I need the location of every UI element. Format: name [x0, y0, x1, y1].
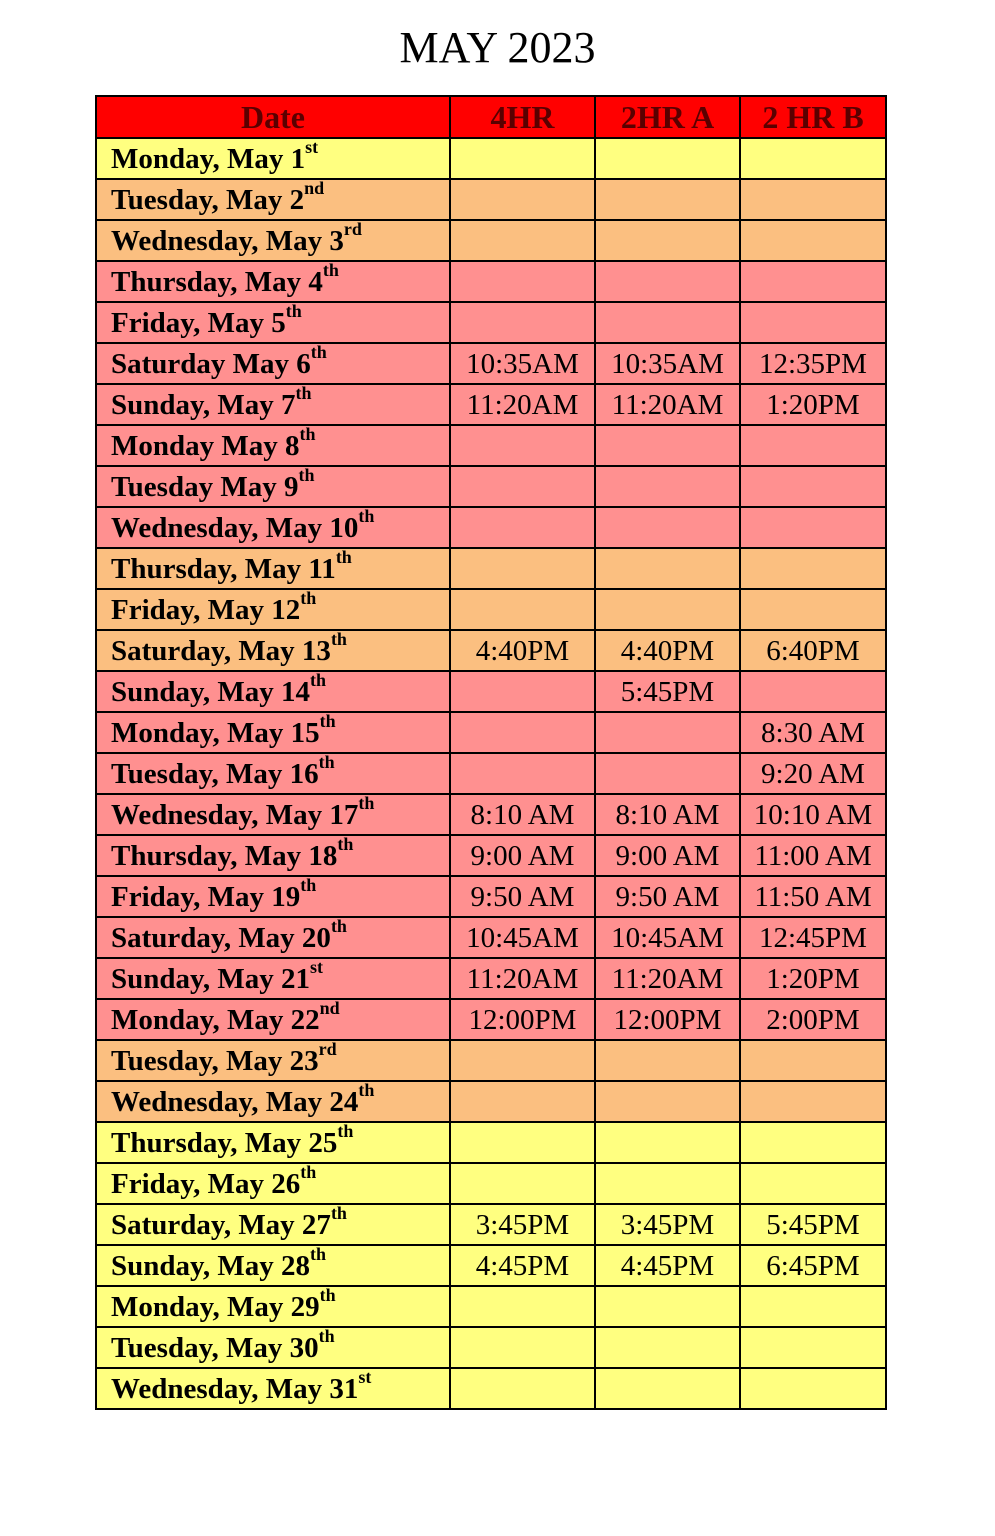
date-cell	[96, 589, 450, 630]
table-row	[96, 589, 886, 630]
date-label: Tuesday May 9	[111, 470, 299, 503]
table-row	[96, 999, 886, 1040]
table-row	[96, 712, 886, 753]
time-2hr-b-cell	[740, 671, 886, 712]
date-ordinal-suffix: th	[295, 384, 312, 403]
time-4hr-cell	[450, 1327, 595, 1368]
time-2hr-a-cell	[595, 220, 740, 261]
time-2hr-b-cell	[740, 548, 886, 589]
date-ordinal-suffix: th	[319, 712, 336, 731]
date-label: Friday, May 26	[111, 1167, 301, 1200]
date-cell	[96, 548, 450, 589]
date-cell	[96, 1163, 450, 1204]
time-2hr-b-cell: 1:20PM	[740, 958, 886, 999]
table-row	[96, 671, 886, 712]
time-4hr-cell: 4:45PM	[450, 1245, 595, 1286]
time-2hr-a-cell	[595, 1163, 740, 1204]
date-label: Wednesday, May 17	[111, 798, 359, 831]
time-2hr-b-cell	[740, 466, 886, 507]
time-4hr-cell	[450, 1368, 595, 1409]
date-cell	[96, 1204, 450, 1245]
date-label: Sunday, May 14	[111, 675, 311, 708]
time-2hr-b-cell: 5:45PM	[740, 1204, 886, 1245]
time-4hr-cell: 4:40PM	[450, 630, 595, 671]
table-row	[96, 138, 886, 179]
date-label: Saturday, May 13	[111, 634, 331, 667]
table-row	[96, 466, 886, 507]
column-header-date: Date	[96, 96, 450, 138]
time-4hr-cell: 8:10 AM	[450, 794, 595, 835]
date-ordinal-suffix: nd	[319, 999, 340, 1018]
time-2hr-b-cell	[740, 1081, 886, 1122]
time-2hr-a-cell	[595, 1286, 740, 1327]
time-2hr-b-cell	[740, 589, 886, 630]
date-ordinal-suffix: th	[318, 753, 335, 772]
date-label: Monday, May 1	[111, 142, 306, 175]
date-ordinal-suffix: th	[310, 343, 327, 362]
date-label: Wednesday, May 31	[111, 1372, 359, 1405]
schedule-table	[95, 95, 887, 1410]
column-header-2hr-b: 2 HR B	[740, 96, 886, 138]
time-2hr-a-cell	[595, 1327, 740, 1368]
time-2hr-a-cell: 9:50 AM	[595, 876, 740, 917]
date-ordinal-suffix: th	[358, 507, 375, 526]
time-4hr-cell	[450, 1163, 595, 1204]
time-2hr-b-cell: 10:10 AM	[740, 794, 886, 835]
date-cell	[96, 1040, 450, 1081]
date-cell	[96, 425, 450, 466]
table-row	[96, 261, 886, 302]
date-ordinal-suffix: st	[358, 1368, 372, 1387]
date-ordinal-suffix: th	[335, 548, 352, 567]
date-ordinal-suffix: th	[330, 917, 347, 936]
time-2hr-b-cell: 2:00PM	[740, 999, 886, 1040]
date-cell	[96, 138, 450, 179]
time-4hr-cell: 9:50 AM	[450, 876, 595, 917]
time-2hr-b-cell: 12:35PM	[740, 343, 886, 384]
date-label: Monday, May 29	[111, 1290, 320, 1323]
time-2hr-b-cell	[740, 1040, 886, 1081]
table-row	[96, 302, 886, 343]
date-ordinal-suffix: th	[310, 1245, 327, 1264]
time-4hr-cell	[450, 712, 595, 753]
page-title: MAY 2023	[399, 23, 596, 72]
date-ordinal-suffix: th	[358, 1081, 375, 1100]
time-2hr-b-cell: 11:00 AM	[740, 835, 886, 876]
table-row	[96, 753, 886, 794]
time-4hr-cell	[450, 507, 595, 548]
time-2hr-a-cell: 11:20AM	[595, 384, 740, 425]
date-label: Thursday, May 4	[111, 265, 323, 298]
time-2hr-b-cell	[740, 1327, 886, 1368]
date-cell	[96, 384, 450, 425]
column-header-4hr: 4HR	[450, 96, 595, 138]
time-2hr-b-cell: 6:45PM	[740, 1245, 886, 1286]
date-cell	[96, 507, 450, 548]
table-row	[96, 425, 886, 466]
time-4hr-cell	[450, 548, 595, 589]
date-cell	[96, 1368, 450, 1409]
table-row	[96, 876, 886, 917]
date-cell	[96, 343, 450, 384]
table-row	[96, 1163, 886, 1204]
date-ordinal-suffix: th	[337, 835, 354, 854]
table-row	[96, 1081, 886, 1122]
date-ordinal-suffix: th	[300, 1163, 317, 1182]
time-2hr-a-cell: 4:40PM	[595, 630, 740, 671]
date-ordinal-suffix: th	[298, 466, 315, 485]
time-2hr-a-cell	[595, 466, 740, 507]
time-4hr-cell	[450, 466, 595, 507]
time-2hr-a-cell	[595, 1368, 740, 1409]
time-2hr-a-cell: 8:10 AM	[595, 794, 740, 835]
date-cell	[96, 876, 450, 917]
date-label: Thursday, May 25	[111, 1126, 338, 1159]
date-cell	[96, 1327, 450, 1368]
date-label: Sunday, May 7	[111, 388, 296, 421]
date-cell	[96, 179, 450, 220]
time-2hr-a-cell: 5:45PM	[595, 671, 740, 712]
date-label: Tuesday, May 23	[111, 1044, 319, 1077]
time-4hr-cell: 10:35AM	[450, 343, 595, 384]
time-2hr-b-cell: 1:20PM	[740, 384, 886, 425]
date-cell	[96, 1081, 450, 1122]
date-ordinal-suffix: th	[299, 425, 316, 444]
table-row	[96, 958, 886, 999]
time-2hr-a-cell: 9:00 AM	[595, 835, 740, 876]
date-label: Wednesday, May 10	[111, 511, 359, 544]
table-row	[96, 1327, 886, 1368]
time-4hr-cell	[450, 589, 595, 630]
date-ordinal-suffix: rd	[318, 1040, 337, 1059]
date-ordinal-suffix: th	[319, 1286, 336, 1305]
time-4hr-cell	[450, 261, 595, 302]
time-2hr-b-cell: 12:45PM	[740, 917, 886, 958]
time-4hr-cell: 9:00 AM	[450, 835, 595, 876]
date-label: Thursday, May 11	[111, 552, 336, 585]
time-4hr-cell	[450, 302, 595, 343]
time-2hr-a-cell: 12:00PM	[595, 999, 740, 1040]
time-2hr-a-cell: 10:35AM	[595, 343, 740, 384]
date-label: Tuesday, May 30	[111, 1331, 319, 1364]
table-row	[96, 794, 886, 835]
date-cell	[96, 220, 450, 261]
time-4hr-cell: 11:20AM	[450, 384, 595, 425]
time-2hr-b-cell	[740, 220, 886, 261]
date-ordinal-suffix: th	[318, 1327, 335, 1346]
table-row	[96, 1286, 886, 1327]
table-row	[96, 507, 886, 548]
table-row	[96, 179, 886, 220]
time-2hr-a-cell: 10:45AM	[595, 917, 740, 958]
date-cell	[96, 753, 450, 794]
time-4hr-cell	[450, 1286, 595, 1327]
time-4hr-cell: 12:00PM	[450, 999, 595, 1040]
date-ordinal-suffix: th	[337, 1122, 354, 1141]
table-row	[96, 384, 886, 425]
time-2hr-a-cell: 4:45PM	[595, 1245, 740, 1286]
time-2hr-b-cell	[740, 1286, 886, 1327]
date-ordinal-suffix: th	[322, 261, 339, 280]
date-label: Friday, May 19	[111, 880, 301, 913]
date-cell	[96, 835, 450, 876]
date-label: Sunday, May 21	[111, 962, 311, 995]
date-label: Tuesday, May 16	[111, 757, 319, 790]
date-label: Monday, May 22	[111, 1003, 320, 1036]
date-cell	[96, 671, 450, 712]
date-cell	[96, 1122, 450, 1163]
table-row	[96, 1368, 886, 1409]
time-2hr-a-cell	[595, 1081, 740, 1122]
date-label: Sunday, May 28	[111, 1249, 311, 1282]
time-2hr-b-cell: 11:50 AM	[740, 876, 886, 917]
date-cell	[96, 1286, 450, 1327]
time-2hr-a-cell	[595, 1122, 740, 1163]
date-ordinal-suffix: th	[285, 302, 302, 321]
table-row	[96, 917, 886, 958]
time-2hr-b-cell	[740, 1122, 886, 1163]
time-4hr-cell: 11:20AM	[450, 958, 595, 999]
date-label: Saturday May 6	[111, 347, 311, 380]
date-label: Tuesday, May 2	[111, 183, 305, 216]
time-4hr-cell: 10:45AM	[450, 917, 595, 958]
time-4hr-cell	[450, 671, 595, 712]
time-2hr-a-cell: 11:20AM	[595, 958, 740, 999]
time-2hr-b-cell	[740, 261, 886, 302]
date-label: Saturday, May 20	[111, 921, 331, 954]
date-ordinal-suffix: st	[310, 958, 324, 977]
time-2hr-b-cell	[740, 1368, 886, 1409]
time-2hr-a-cell	[595, 138, 740, 179]
time-2hr-a-cell	[595, 425, 740, 466]
time-2hr-a-cell	[595, 753, 740, 794]
table-row	[96, 1245, 886, 1286]
date-cell	[96, 958, 450, 999]
schedule-body	[96, 138, 886, 1409]
date-label: Friday, May 5	[111, 306, 286, 339]
time-2hr-a-cell	[595, 302, 740, 343]
time-4hr-cell	[450, 753, 595, 794]
date-cell	[96, 1245, 450, 1286]
date-cell	[96, 794, 450, 835]
date-ordinal-suffix: nd	[304, 179, 325, 198]
date-cell	[96, 917, 450, 958]
date-ordinal-suffix: rd	[343, 220, 362, 239]
time-2hr-b-cell	[740, 425, 886, 466]
time-4hr-cell: 3:45PM	[450, 1204, 595, 1245]
date-label: Thursday, May 18	[111, 839, 338, 872]
time-4hr-cell	[450, 138, 595, 179]
time-2hr-a-cell	[595, 179, 740, 220]
date-ordinal-suffix: th	[358, 794, 375, 813]
time-2hr-b-cell: 8:30 AM	[740, 712, 886, 753]
time-2hr-b-cell	[740, 138, 886, 179]
table-row	[96, 548, 886, 589]
date-cell	[96, 712, 450, 753]
time-2hr-a-cell	[595, 589, 740, 630]
date-ordinal-suffix: th	[300, 876, 317, 895]
time-2hr-a-cell	[595, 548, 740, 589]
time-4hr-cell	[450, 1040, 595, 1081]
time-2hr-a-cell	[595, 261, 740, 302]
date-label: Wednesday, May 3	[111, 224, 344, 257]
date-cell	[96, 630, 450, 671]
date-ordinal-suffix: st	[305, 138, 319, 157]
time-2hr-b-cell	[740, 179, 886, 220]
table-row	[96, 220, 886, 261]
time-4hr-cell	[450, 425, 595, 466]
date-cell	[96, 466, 450, 507]
time-2hr-a-cell	[595, 507, 740, 548]
date-cell	[96, 999, 450, 1040]
column-header-2hr-a: 2HR A	[595, 96, 740, 138]
time-2hr-a-cell	[595, 1040, 740, 1081]
time-2hr-b-cell: 9:20 AM	[740, 753, 886, 794]
table-row	[96, 1204, 886, 1245]
date-label: Wednesday, May 24	[111, 1085, 359, 1118]
date-ordinal-suffix: th	[330, 1204, 347, 1223]
date-ordinal-suffix: th	[330, 630, 347, 649]
time-2hr-b-cell	[740, 1163, 886, 1204]
date-cell	[96, 302, 450, 343]
table-row	[96, 1040, 886, 1081]
time-4hr-cell	[450, 1081, 595, 1122]
date-label: Friday, May 12	[111, 593, 301, 626]
time-4hr-cell	[450, 1122, 595, 1163]
time-4hr-cell	[450, 179, 595, 220]
date-label: Saturday, May 27	[111, 1208, 331, 1241]
date-label: Monday, May 15	[111, 716, 320, 749]
table-row	[96, 1122, 886, 1163]
time-2hr-b-cell: 6:40PM	[740, 630, 886, 671]
date-cell	[96, 261, 450, 302]
time-2hr-a-cell: 3:45PM	[595, 1204, 740, 1245]
time-2hr-b-cell	[740, 507, 886, 548]
table-row	[96, 343, 886, 384]
header-row	[96, 96, 886, 138]
time-2hr-b-cell	[740, 302, 886, 343]
time-4hr-cell	[450, 220, 595, 261]
table-row	[96, 835, 886, 876]
date-ordinal-suffix: th	[310, 671, 327, 690]
date-label: Monday May 8	[111, 429, 300, 462]
table-row	[96, 630, 886, 671]
time-2hr-a-cell	[595, 712, 740, 753]
date-ordinal-suffix: th	[300, 589, 317, 608]
